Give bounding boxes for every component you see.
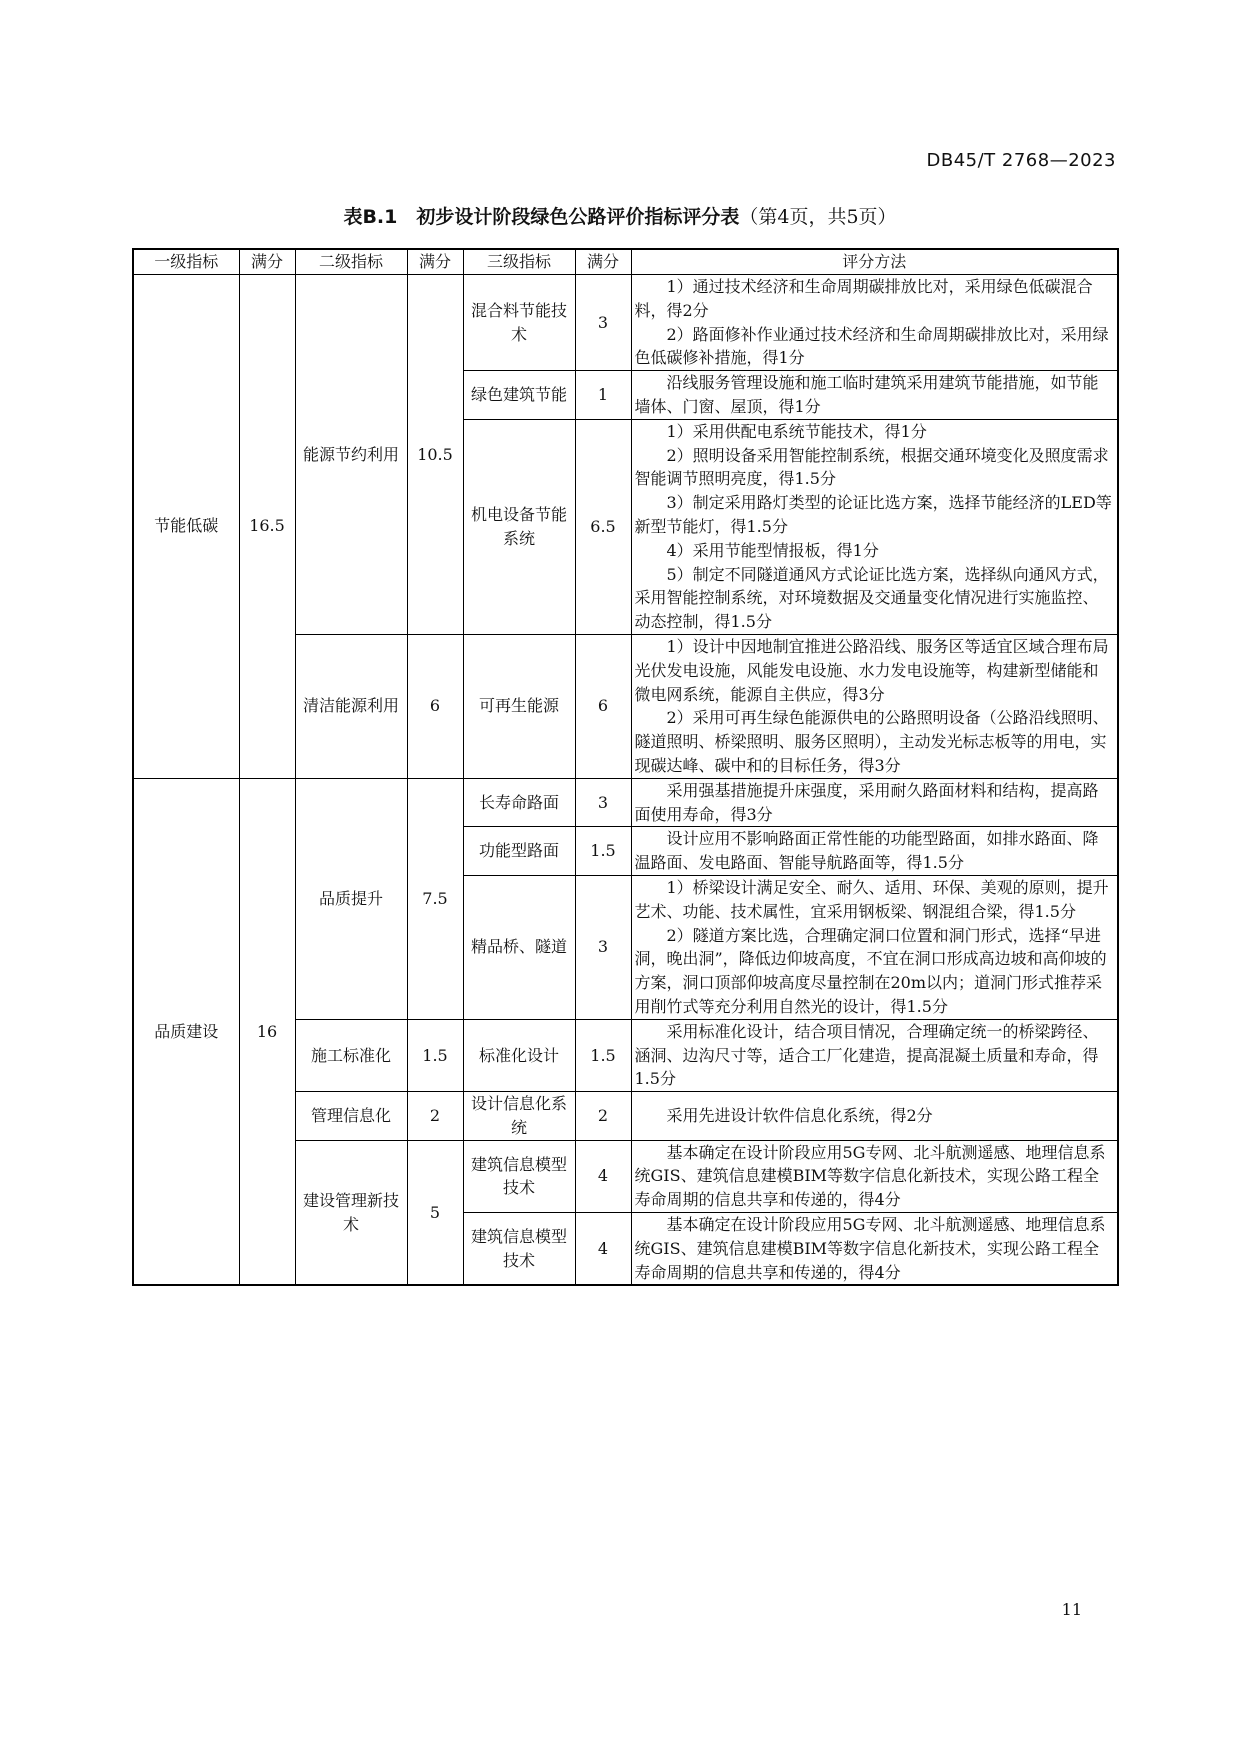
level1-score-cell: 16.5 (239, 275, 295, 779)
level3-score-cell: 2 (575, 1092, 631, 1141)
header-level1: 一级指标 (133, 249, 239, 275)
method-cell (631, 1019, 1118, 1091)
method-cell (631, 419, 1118, 634)
level3-score-cell: 4 (575, 1213, 631, 1286)
level2-cell: 建设管理新技术 (295, 1140, 407, 1285)
level1-score-cell: 16 (239, 778, 295, 1285)
scoring-table (132, 248, 1119, 1286)
level3-cell: 建筑信息模型技术 (463, 1213, 575, 1286)
level3-score-cell: 3 (575, 275, 631, 371)
method-cell (631, 1213, 1118, 1286)
method-line: 5）制定不同隧道通风方式论证比选方案，选择纵向通风方式，采用智能控制系统，对环境数据及交通量变化情况进行实施监控、动态控制，得1.5分 (634, 564, 1109, 632)
method-cell (631, 371, 1118, 420)
method-cell (631, 875, 1118, 1019)
method-cell (631, 1092, 1118, 1141)
level2-cell: 施工标准化 (295, 1019, 407, 1091)
table-title-main: 表B.1 初步设计阶段绿色公路评价指标评分表 (343, 206, 740, 228)
level3-score-cell: 3 (575, 778, 631, 827)
method-cell (631, 634, 1118, 778)
table-row (133, 778, 1118, 827)
level3-cell: 标准化设计 (463, 1019, 575, 1091)
page-number: 11 (1061, 1600, 1082, 1619)
method-line: 2）采用可再生绿色能源供电的公路照明设备（公路沿线照明、隧道照明、桥梁照明、服务区照明），主动发光标志板等的用电，实现碳达峰、碳中和的目标任务，得3分 (634, 708, 1109, 775)
method-line: 1）采用供配电系统节能技术，得1分 (666, 421, 927, 441)
level3-cell: 混合料节能技术 (463, 275, 575, 371)
method-line: 3）制定采用路灯类型的论证比选方案，选择节能经济的LED等新型节能灯，得1.5分 (634, 493, 1112, 536)
level3-score-cell: 1.5 (575, 827, 631, 876)
method-line: 基本确定在设计阶段应用5G专网、北斗航测遥感、地理信息系统GIS、建筑信息建模BIM等数字信息化新技术，实现公路工程全寿命周期的信息共享和传递的，得4分 (634, 1142, 1106, 1210)
level2-score-cell: 5 (407, 1140, 463, 1285)
level3-score-cell: 1 (575, 371, 631, 420)
method-line: 2）隧道方案比选，合理确定洞口位置和洞门形式，选择“早进洞，晚出洞”，降低边仰坡高度，不宜在洞口形成高边坡和高仰坡的方案，洞口顶部仰坡高度尽量控制在20m以内；道洞门形式推荐采用削竹式等充分利用自然光的设计，得1.5分 (634, 925, 1107, 1016)
level2-score-cell: 6 (407, 634, 463, 778)
header-level2-score: 满分 (407, 249, 463, 275)
table-title-continuation: （第4页，共5页） (739, 206, 897, 228)
method-line: 4）采用节能型情报板，得1分 (666, 540, 879, 560)
level3-score-cell: 3 (575, 875, 631, 1019)
method-line: 2）路面修补作业通过技术经济和生命周期碳排放比对，采用绿色低碳修补措施，得1分 (634, 324, 1109, 368)
level3-score-cell: 1.5 (575, 1019, 631, 1091)
table-title (0, 202, 1240, 229)
level2-cell: 品质提升 (295, 778, 407, 1019)
header-level3: 三级指标 (463, 249, 575, 275)
method-line: 1）通过技术经济和生命周期碳排放比对，采用绿色低碳混合料，得2分 (634, 277, 1093, 320)
level3-cell: 绿色建筑节能 (463, 371, 575, 420)
level3-score-cell: 6.5 (575, 419, 631, 634)
table-row (133, 275, 1118, 371)
method-line: 采用先进设计软件信息化系统，得2分 (666, 1105, 933, 1125)
header-method: 评分方法 (631, 249, 1118, 275)
level3-score-cell: 6 (575, 634, 631, 778)
table-header-row (133, 249, 1118, 275)
method-line: 基本确定在设计阶段应用5G专网、北斗航测遥感、地理信息系统GIS、建筑信息建模BIM等数字信息化新技术，实现公路工程全寿命周期的信息共享和传递的，得4分 (634, 1215, 1106, 1282)
level3-cell: 精品桥、隧道 (463, 875, 575, 1019)
level3-cell: 机电设备节能系统 (463, 419, 575, 634)
method-line: 沿线服务管理设施和施工临时建筑采用建筑节能措施，如节能墙体、门窗、屋顶，得1分 (634, 373, 1099, 416)
level1-cell: 品质建设 (133, 778, 239, 1285)
level2-score-cell: 1.5 (407, 1019, 463, 1091)
header-level1-score: 满分 (239, 249, 295, 275)
level2-cell: 管理信息化 (295, 1092, 407, 1141)
document-code: DB45/T 2768—2023 (926, 150, 1116, 171)
method-line: 2）照明设备采用智能控制系统，根据交通环境变化及照度需求智能调节照明亮度，得1.5分 (634, 445, 1109, 489)
level3-cell: 功能型路面 (463, 827, 575, 876)
method-line: 设计应用不影响路面正常性能的功能型路面，如排水路面、降温路面、发电路面、智能导航路面等，得1.5分 (634, 829, 1099, 873)
method-line: 采用强基措施提升床强度，采用耐久路面材料和结构，提高路面使用寿命，得3分 (634, 780, 1099, 824)
method-cell (631, 1140, 1118, 1212)
level1-cell: 节能低碳 (133, 275, 239, 779)
level3-score-cell: 4 (575, 1140, 631, 1212)
method-cell (631, 275, 1118, 371)
level2-cell: 清洁能源利用 (295, 634, 407, 778)
method-line: 采用标准化设计，结合项目情况，合理确定统一的桥梁跨径、涵洞、边沟尺寸等，适合工厂化建造，提高混凝土质量和寿命，得1.5分 (634, 1021, 1099, 1089)
level3-cell: 设计信息化系统 (463, 1092, 575, 1141)
level3-cell: 长寿命路面 (463, 778, 575, 827)
level3-cell: 建筑信息模型技术 (463, 1140, 575, 1212)
level2-score-cell: 2 (407, 1092, 463, 1141)
header-level2: 二级指标 (295, 249, 407, 275)
header-level3-score: 满分 (575, 249, 631, 275)
method-cell (631, 778, 1118, 827)
level3-cell: 可再生能源 (463, 634, 575, 778)
level2-score-cell: 7.5 (407, 778, 463, 1019)
method-line: 1）桥梁设计满足安全、耐久、适用、环保、美观的原则，提升艺术、功能、技术属性，宜采用钢板梁、钢混组合梁，得1.5分 (634, 877, 1109, 921)
method-cell (631, 827, 1118, 876)
method-line: 1）设计中因地制宜推进公路沿线、服务区等适宜区域合理布局光伏发电设施，风能发电设施、水力发电设施等，构建新型储能和微电网系统，能源自主供应，得3分 (634, 636, 1109, 704)
level2-cell: 能源节约利用 (295, 275, 407, 635)
level2-score-cell: 10.5 (407, 275, 463, 635)
